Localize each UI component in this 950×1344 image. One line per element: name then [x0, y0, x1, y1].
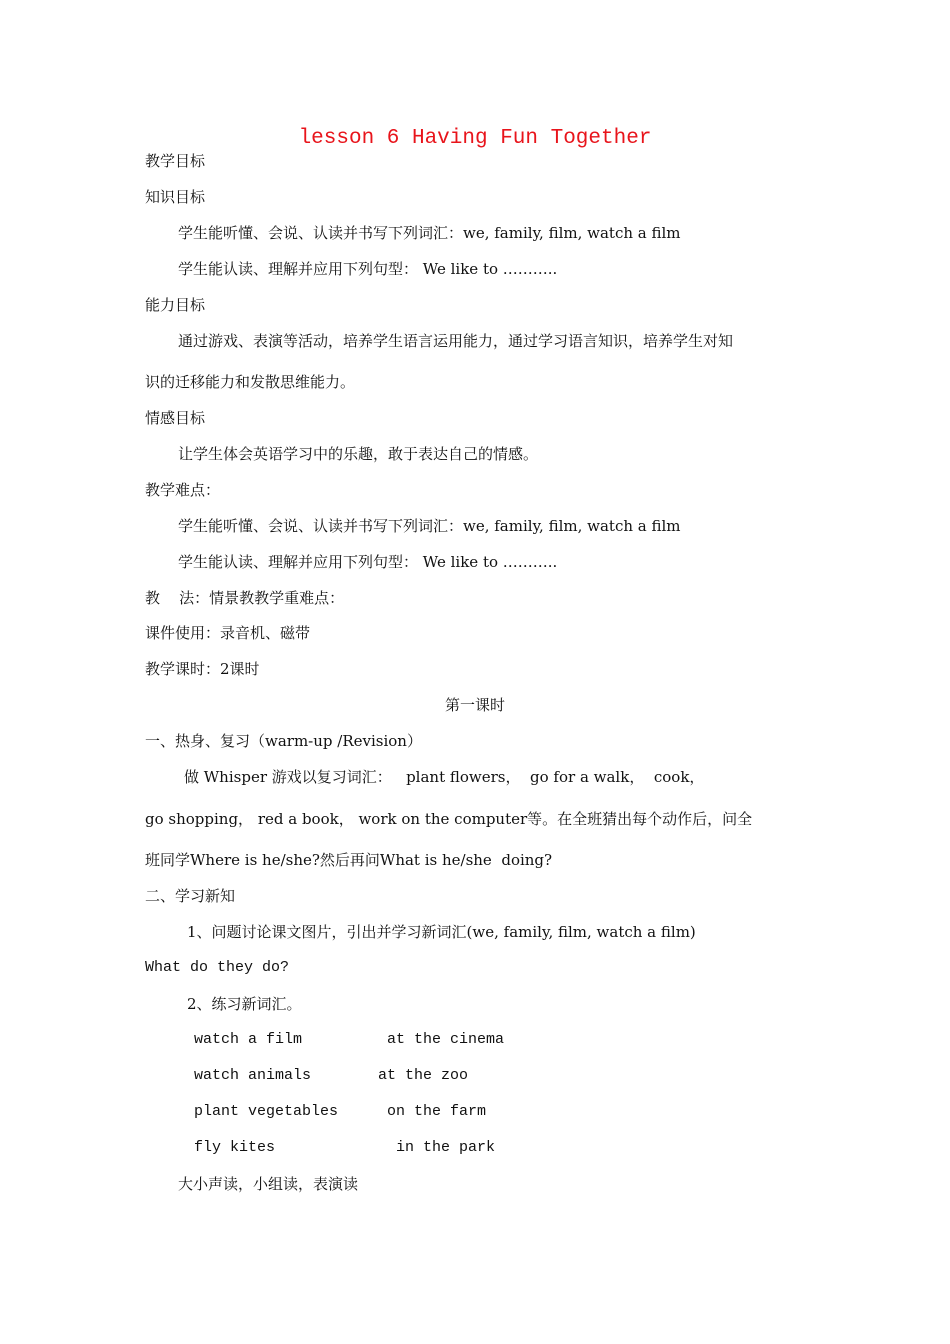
- part-two-heading: 二、学习新知: [145, 887, 236, 905]
- vocab-activity: fly kites: [194, 1139, 276, 1156]
- vocab-activity: plant vegetables: [194, 1103, 339, 1120]
- step-one: 1、问题讨论课文图片，引出并学习新词汇(we, family, film, watch a film): [187, 923, 696, 941]
- courseware-line: 课件使用：录音机、磁带: [145, 624, 311, 642]
- step-one-question: What do they do?: [145, 959, 290, 976]
- vocab-place: at the cinema: [387, 1031, 505, 1048]
- hours-line: 教学课时：2课时: [145, 660, 260, 678]
- knowledge-line-1: 学生能听懂、会说、认读并书写下列词汇：we, family, film, watch a film: [178, 224, 681, 242]
- knowledge-heading: 知识目标: [145, 188, 206, 206]
- part-one-line-3: 班同学Where is he/she?然后再问What is he/she doing?: [145, 851, 553, 869]
- page-title: lesson 6 Having Fun Together: [298, 127, 652, 150]
- vocab-activity: watch animals: [194, 1067, 312, 1084]
- difficulty-heading: 教学难点：: [145, 481, 221, 499]
- emotion-line: 让学生体会英语学习中的乐趣，敢于表达自己的情感。: [178, 445, 539, 463]
- difficulty-line-1: 学生能听懂、会说、认读并书写下列词汇：we, family, film, watch a film: [178, 517, 681, 535]
- part-one-heading: 一、热身、复习（warm-up /Revision）: [145, 732, 422, 750]
- reading-note: 大小声读，小组读，表演读: [178, 1175, 359, 1193]
- knowledge-line-2: 学生能认读、理解并应用下列句型： We like to ………..: [178, 260, 558, 278]
- difficulty-line-2: 学生能认读、理解并应用下列句型： We like to ………..: [178, 553, 558, 571]
- ability-heading: 能力目标: [145, 296, 206, 314]
- vocab-place: at the zoo: [378, 1067, 469, 1084]
- step-two: 2、练习新词汇。: [187, 995, 302, 1013]
- lesson-one-heading: 第一课时: [444, 696, 505, 714]
- ability-line-2: 识的迁移能力和发散思维能力。: [145, 373, 356, 391]
- part-one-line-1: 做 Whisper 游戏以复习词汇： plant flowers， go for a walk， cook，: [184, 768, 705, 786]
- method-line: 教 法：情景教教学重难点：: [145, 589, 345, 607]
- vocab-place: in the park: [396, 1139, 496, 1156]
- emotion-heading: 情感目标: [145, 409, 206, 427]
- goals-heading: 教学目标: [145, 152, 206, 170]
- ability-line-1: 通过游戏、表演等活动，培养学生语言运用能力，通过学习语言知识，培养学生对知: [178, 332, 734, 350]
- vocab-activity: watch a film: [194, 1031, 303, 1048]
- part-one-line-2: go shopping， red a book， work on the computer等。在全班猜出每个动作后，问全: [145, 810, 753, 828]
- vocab-place: on the farm: [387, 1103, 487, 1120]
